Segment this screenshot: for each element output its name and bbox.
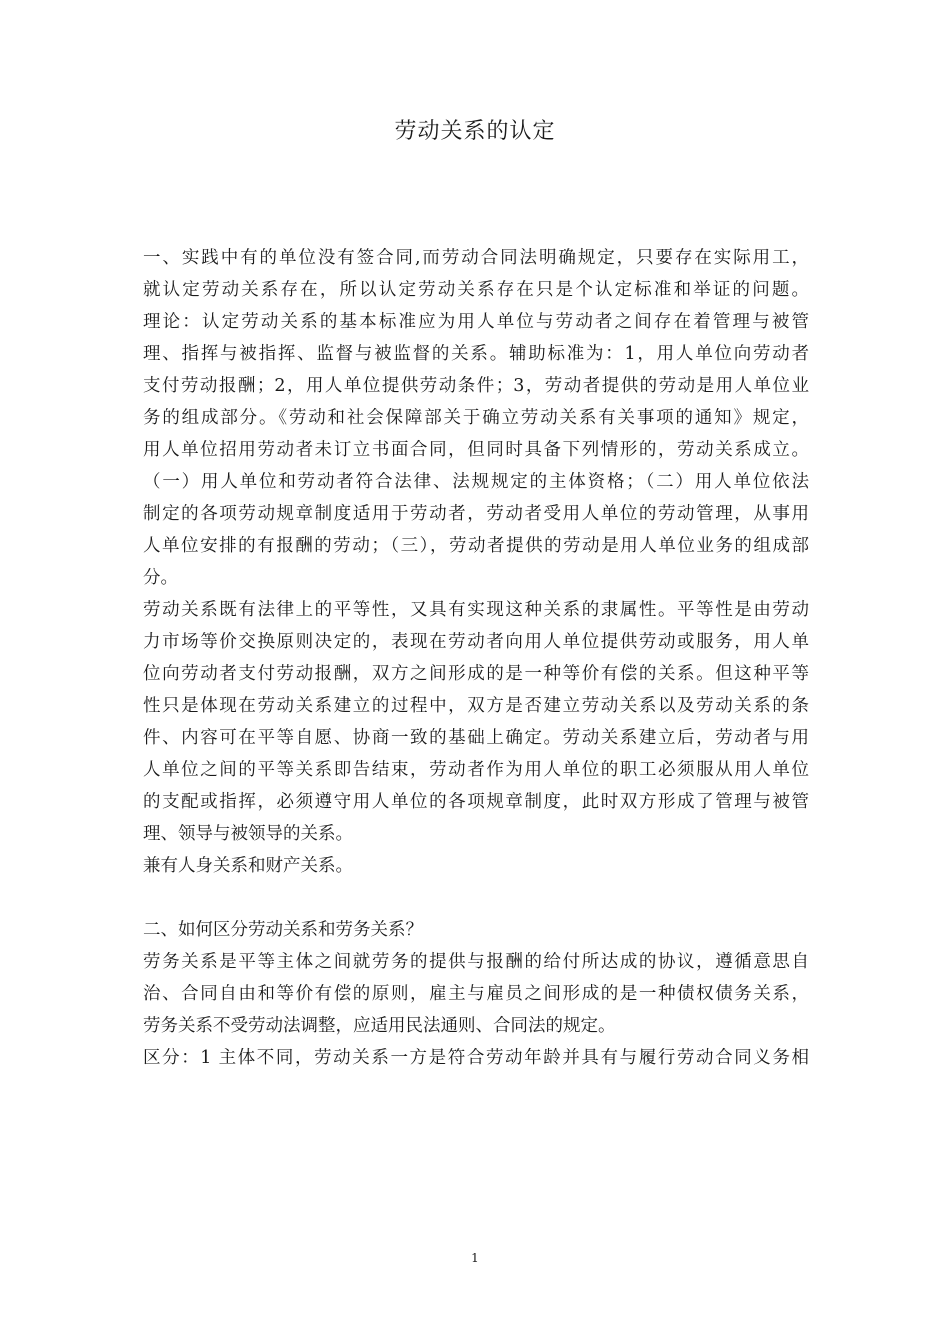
text-line: 制定的各项劳动规章制度适用于劳动者，劳动者受用人单位的劳动管理，从事用 bbox=[143, 504, 809, 524]
text-line: 分。 bbox=[143, 568, 178, 588]
text-line: 位向劳动者支付劳动报酬，双方之间形成的是一种等价有偿的关系。但这种平等 bbox=[143, 664, 809, 684]
page-title: 劳动关系的认定 bbox=[394, 119, 556, 144]
text-line: 力市场等价交换原则决定的，表现在劳动者向用人单位提供劳动或服务，用人单 bbox=[143, 632, 809, 652]
section-heading: 二、如何区分劳动关系和劳务关系？ bbox=[143, 920, 423, 940]
text-line: 用人单位招用劳动者未订立书面合同，但同时具备下列情形的，劳动关系成立。 bbox=[143, 440, 809, 460]
document-body bbox=[143, 242, 809, 1074]
text-line: 劳务关系不受劳动法调整，应适用民法通则、合同法的规定。 bbox=[143, 1016, 616, 1036]
text-line: 区分：1 主体不同，劳动关系一方是符合劳动年龄并具有与履行劳动合同义务相 bbox=[143, 1048, 809, 1068]
text-line: 治、合同自由和等价有偿的原则，雇主与雇员之间形成的是一种债权债务关系， bbox=[143, 984, 809, 1004]
text-line: 理、指挥与被指挥、监督与被监督的关系。辅助标准为：1，用人单位向劳动者 bbox=[143, 344, 809, 364]
text-line: 件、内容可在平等自愿、协商一致的基础上确定。劳动关系建立后，劳动者与用 bbox=[143, 728, 809, 748]
text-line: 就认定劳动关系存在，所以认定劳动关系存在只是个认定标准和举证的问题。 bbox=[143, 280, 809, 300]
text-line: 理论：认定劳动关系的基本标准应为用人单位与劳动者之间存在着管理与被管 bbox=[143, 312, 809, 332]
text-line: 支付劳动报酬；2，用人单位提供劳动条件；3，劳动者提供的劳动是用人单位业 bbox=[143, 376, 809, 396]
text-line: 人单位安排的有报酬的劳动；（三），劳动者提供的劳动是用人单位业务的组成部 bbox=[143, 536, 809, 556]
text-line: 一、实践中有的单位没有签合同,而劳动合同法明确规定，只要存在实际用工， bbox=[143, 248, 809, 268]
text-line: 理、领导与被领导的关系。 bbox=[143, 824, 353, 844]
text-line: 务的组成部分。《劳动和社会保障部关于确立劳动关系有关事项的通知》规定， bbox=[143, 408, 809, 428]
text-line: 性只是体现在劳动关系建立的过程中，双方是否建立劳动关系以及劳动关系的条 bbox=[143, 696, 809, 716]
text-line: 劳务关系是平等主体之间就劳务的提供与报酬的给付所达成的协议，遵循意思自 bbox=[143, 952, 809, 972]
blank-line bbox=[143, 882, 809, 914]
text-line: 的支配或指挥，必须遵守用人单位的各项规章制度，此时双方形成了管理与被管 bbox=[143, 792, 809, 812]
text-line: 兼有人身关系和财产关系。 bbox=[143, 856, 353, 876]
text-line: 劳动关系既有法律上的平等性，又具有实现这种关系的隶属性。平等性是由劳动 bbox=[143, 600, 809, 620]
page-number: 1 bbox=[471, 1251, 479, 1265]
text-line: （一）用人单位和劳动者符合法律、法规规定的主体资格；（二）用人单位依法 bbox=[143, 472, 809, 492]
text-line: 人单位之间的平等关系即告结束，劳动者作为用人单位的职工必须服从用人单位 bbox=[143, 760, 809, 780]
